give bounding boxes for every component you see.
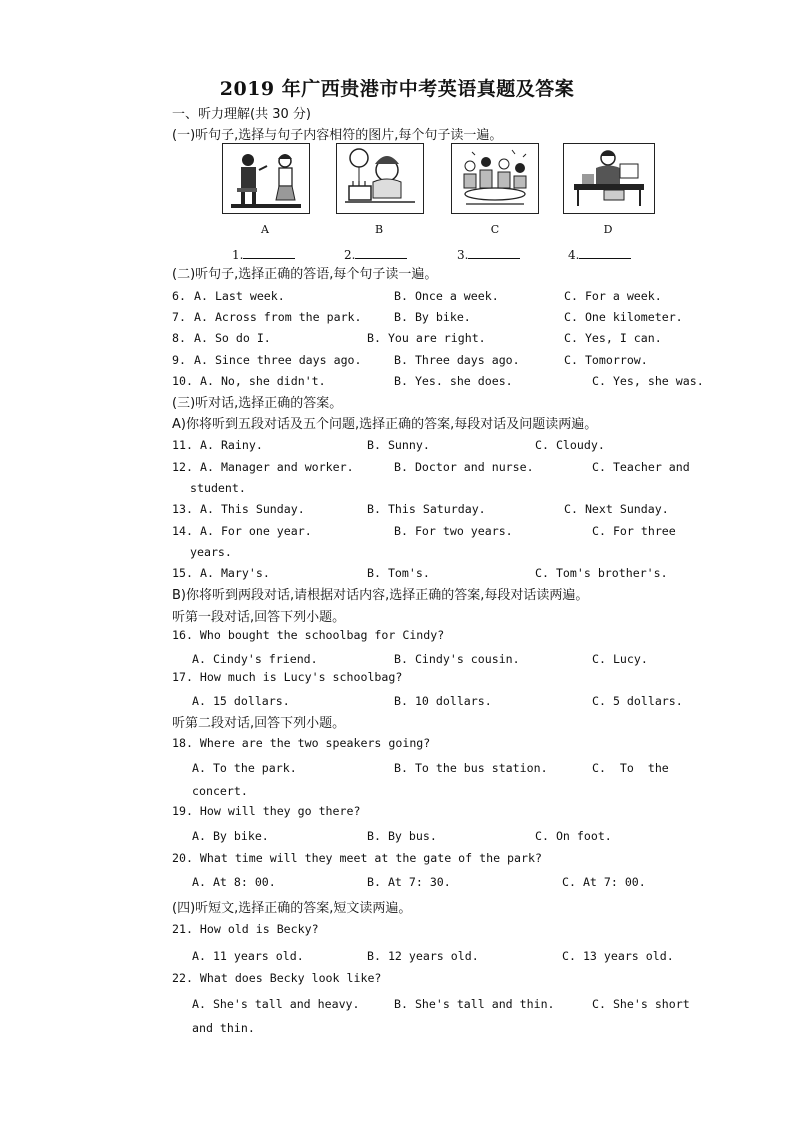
question-14: 14. A. For one year. B. For two years. C. For three xyxy=(172,524,676,538)
option-a: A. Last week. xyxy=(194,289,285,303)
option-c: C. Lucy. xyxy=(592,652,648,666)
family-gathering-illustration xyxy=(452,144,538,213)
people-talking-illustration xyxy=(223,144,309,213)
question-16-options xyxy=(192,652,648,666)
option-a: A. She's tall and heavy. xyxy=(192,997,360,1011)
question-14-continued: years. xyxy=(190,545,232,559)
part2-instructions: (二)听句子,选择正确的答语,每个句子读一遍。 xyxy=(172,267,438,282)
blank-number: 3. xyxy=(457,248,469,262)
option-b: B. Tom's. xyxy=(367,566,430,580)
option-a: A. Rainy. xyxy=(200,438,263,452)
option-a: A. 11 years old. xyxy=(192,949,304,963)
option-c: C. Yes, she was. xyxy=(592,374,704,388)
option-a: A. By bike. xyxy=(192,829,269,843)
option-b: B. She's tall and thin. xyxy=(394,997,555,1011)
picture-d xyxy=(563,143,655,214)
option-a: A. Mary's. xyxy=(200,566,270,580)
question-18-stem: 18. Where are the two speakers going? xyxy=(172,736,431,750)
option-c: C. Tomorrow. xyxy=(564,353,648,367)
option-c: C. On foot. xyxy=(535,829,612,843)
answer-blank-1[interactable] xyxy=(232,246,295,262)
option-a: A. Cindy's friend. xyxy=(192,652,318,666)
question-15: 15. A. Mary's. B. Tom's. C. Tom's brother's. xyxy=(172,566,668,580)
option-c: C. She's short xyxy=(592,997,690,1011)
question-18-options xyxy=(192,761,669,775)
question-12-continued: student. xyxy=(190,481,246,495)
question-10: 10. A. No, she didn't. B. Yes. she does. C. Yes, she was. xyxy=(172,374,704,388)
part3a-instructions: A)你将听到五段对话及五个问题,选择正确的答案,每段对话及问题读两遍。 xyxy=(172,417,598,432)
option-c: C. For a week. xyxy=(564,289,662,303)
dialog1-heading: 听第一段对话,回答下列小题。 xyxy=(172,610,346,625)
question-16-stem: 16. Who bought the schoolbag for Cindy? xyxy=(172,628,445,642)
answer-blank-2[interactable] xyxy=(344,246,407,262)
option-b: B. Sunny. xyxy=(367,438,430,452)
option-b: B. 12 years old. xyxy=(367,949,479,963)
picture-label-b: B xyxy=(374,223,384,236)
question-12: 12. A. Manager and worker. B. Doctor and nurse. C. Teacher and xyxy=(172,460,690,474)
option-c: C. To the xyxy=(592,761,669,775)
option-c: C. Tom's brother's. xyxy=(535,566,668,580)
part1-instructions: (一)听句子,选择与句子内容相符的图片,每个句子读一遍。 xyxy=(172,128,503,143)
part4-instructions: (四)听短文,选择正确的答案,短文读两遍。 xyxy=(172,901,412,916)
picture-c xyxy=(451,143,539,214)
question-11: 11. A. Rainy. B. Sunny. C. Cloudy. xyxy=(172,438,605,452)
option-b: B. Once a week. xyxy=(394,289,499,303)
option-a: A. To the park. xyxy=(192,761,297,775)
blank-number: 1. xyxy=(232,248,244,262)
picture-label-a: A xyxy=(261,223,269,236)
question-20-options xyxy=(192,875,646,889)
blank-number: 2. xyxy=(344,248,356,262)
option-a: A. Since three days ago. xyxy=(194,353,362,367)
option-c: C. At 7: 00. xyxy=(562,875,646,889)
answer-blank-4[interactable] xyxy=(568,246,631,262)
option-a: A. This Sunday. xyxy=(200,502,305,516)
option-a: A. No, she didn't. xyxy=(200,374,326,388)
option-c: C. 13 years old. xyxy=(562,949,674,963)
question-13: 13. A. This Sunday. B. This Saturday. C. Next Sunday. xyxy=(172,502,669,516)
question-17-options xyxy=(192,694,683,708)
answer-blank-3[interactable] xyxy=(457,246,520,262)
question-7: 7. A. Across from the park. B. By bike. C. One kilometer. xyxy=(172,310,683,324)
option-b: B. Doctor and nurse. xyxy=(394,460,534,474)
option-b: B. 10 dollars. xyxy=(394,694,492,708)
option-a: A. So do I. xyxy=(194,331,271,345)
option-c: C. One kilometer. xyxy=(564,310,683,324)
question-18-continued: concert. xyxy=(192,784,248,798)
question-8: 8. A. So do I. B. You are right. C. Yes, I can. xyxy=(172,331,662,345)
option-c: C. For three xyxy=(592,524,676,538)
question-9: 9. A. Since three days ago. B. Three days ago. C. Tomorrow. xyxy=(172,353,648,367)
option-a: A. For one year. xyxy=(200,524,312,538)
dialog2-heading: 听第二段对话,回答下列小题。 xyxy=(172,716,346,731)
question-17-stem: 17. How much is Lucy's schoolbag? xyxy=(172,670,403,684)
option-a: A. At 8: 00. xyxy=(192,875,276,889)
option-b: B. Yes. she does. xyxy=(394,374,513,388)
question-19-stem: 19. How will they go there? xyxy=(172,804,361,818)
option-b: B. By bus. xyxy=(367,829,437,843)
man-at-desk-illustration xyxy=(564,144,654,213)
option-b: B. At 7: 30. xyxy=(367,875,451,889)
picture-a xyxy=(222,143,310,214)
option-c: C. Next Sunday. xyxy=(564,502,669,516)
option-b: B. For two years. xyxy=(394,524,513,538)
option-a: A. Manager and worker. xyxy=(200,460,354,474)
option-a: A. 15 dollars. xyxy=(192,694,290,708)
birthday-girl-illustration xyxy=(337,144,423,213)
blank-number: 4. xyxy=(568,248,580,262)
question-22-stem: 22. What does Becky look like? xyxy=(172,971,382,985)
part3b-instructions: B)你将听到两段对话,请根据对话内容,选择正确的答案,每段对话读两遍。 xyxy=(172,588,589,603)
picture-label-c: C xyxy=(490,223,500,236)
option-c: C. Yes, I can. xyxy=(564,331,662,345)
option-c: C. 5 dollars. xyxy=(592,694,683,708)
picture-label-d: D xyxy=(603,223,613,236)
question-20-stem: 20. What time will they meet at the gate of the park? xyxy=(172,851,542,865)
option-b: B. Three days ago. xyxy=(394,353,520,367)
option-a: A. Across from the park. xyxy=(194,310,362,324)
picture-b xyxy=(336,143,424,214)
option-b: B. By bike. xyxy=(394,310,471,324)
option-b: B. Cindy's cousin. xyxy=(394,652,520,666)
option-c: C. Cloudy. xyxy=(535,438,605,452)
question-21-stem: 21. How old is Becky? xyxy=(172,922,319,936)
question-22-continued: and thin. xyxy=(192,1021,255,1035)
page-title: 2019 年广西贵港市中考英语真题及答案 xyxy=(219,78,575,100)
option-b: B. To the bus station. xyxy=(394,761,548,775)
question-19-options xyxy=(192,829,612,843)
option-c: C. Teacher and xyxy=(592,460,690,474)
section-listening-heading: 一、听力理解(共 30 分) xyxy=(172,107,311,122)
part3-instructions: (三)听对话,选择正确的答案。 xyxy=(172,396,343,411)
question-21-options xyxy=(192,949,674,963)
question-22-options xyxy=(192,997,690,1011)
option-b: B. This Saturday. xyxy=(367,502,486,516)
option-b: B. You are right. xyxy=(367,331,486,345)
question-6: 6. A. Last week. B. Once a week. C. For a week. xyxy=(172,289,662,303)
